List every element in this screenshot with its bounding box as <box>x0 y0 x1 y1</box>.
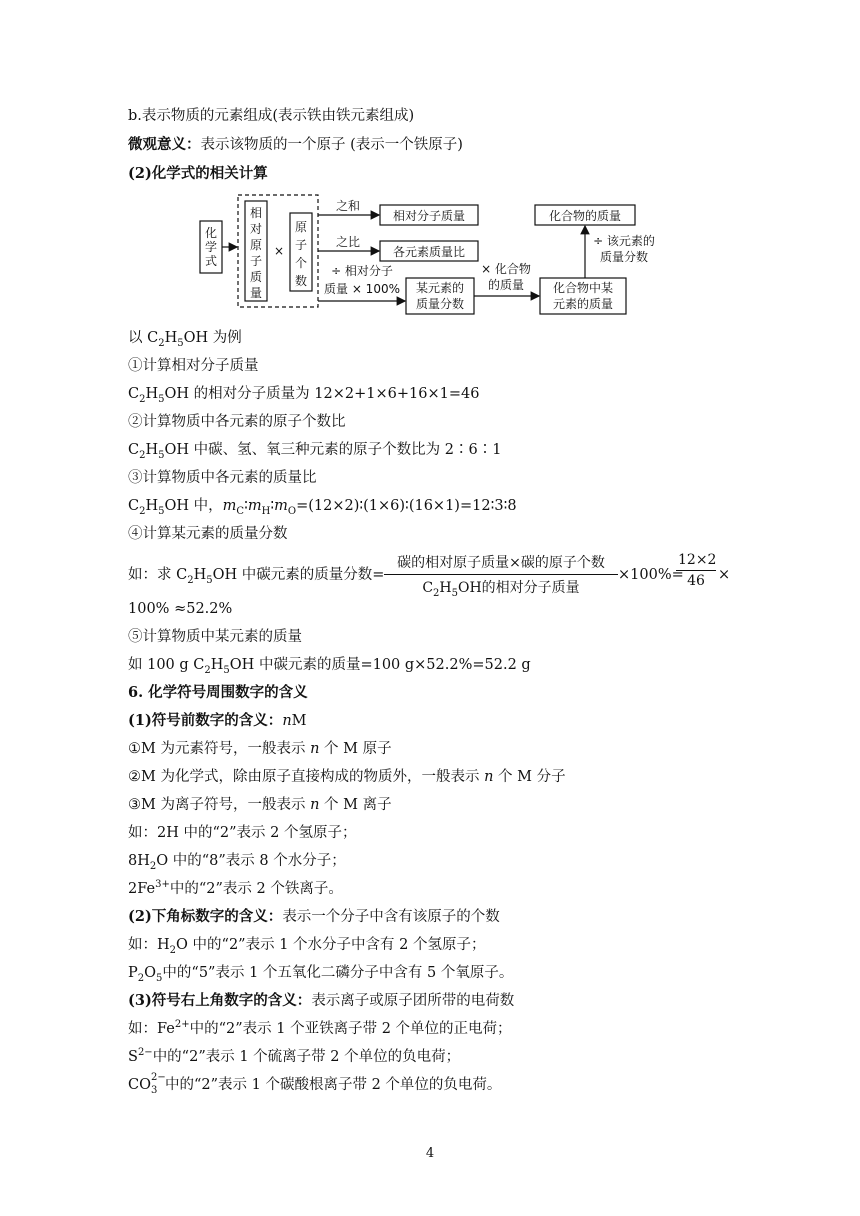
diagram-ram-5: 质 <box>249 270 263 284</box>
diagram-sum: 之和 <box>335 199 361 213</box>
example-6: 如：$Fe^{2+}$中的“2”表示 1 个亚铁离子带 2 个单位的正电荷； <box>128 1019 512 1037</box>
step-2-text: $C_2H_5OH$ 中碳、氢、氧三种元素的原子个数比为 2∶6∶1 <box>128 442 502 461</box>
fraction-bar <box>384 574 618 575</box>
diagram-div-mm-1: ÷ 相对分子 <box>331 264 393 278</box>
step-5-title: ⑤计算物质中某元素的质量 <box>128 629 302 645</box>
example-8: CO 2− 3 中的“2”表示 1 个碳酸根离子带 2 个单位的负电荷。 <box>128 1072 502 1096</box>
b-line: b.表示物质的元素组成(表示铁由铁元素组成) <box>128 108 415 124</box>
diagram-div-elem-1: ÷ 该元素的 <box>593 234 655 248</box>
numeric-numerator: 12×2 <box>678 552 717 568</box>
diagram-div-mm-2: 质量 × 100% <box>324 282 400 296</box>
step-5-text: 如 100 g $C_2H_5OH$ 中碳元素的质量=100 g×52.2%=52.2 g <box>128 657 531 676</box>
diagram-times-compound-2: 的质量 <box>487 278 525 292</box>
page-number: 4 <box>425 1146 435 1161</box>
micro-meaning: 微观意义：表示该物质的一个原子 (表示一个铁原子) <box>128 136 463 153</box>
p1-c: ③M 为离子符号，一般表示 n 个 M 离子 <box>128 797 392 813</box>
diagram-element-mass-1: 化合物中某 <box>552 281 614 295</box>
diagram-count-2: 子 <box>294 238 308 252</box>
diagram-ram-3: 原 <box>249 238 263 252</box>
p3-title: (3)符号右上角数字的含义：表示离子或原子团所带的电荷数 <box>128 992 515 1009</box>
numeric-denominator: 46 <box>687 573 705 589</box>
diagram-element-mass-ratio: 各元素质量比 <box>392 245 466 259</box>
example-7: $S^{2-}$中的“2”表示 1 个硫离子带 2 个单位的负电荷； <box>128 1047 461 1065</box>
diagram-compound-mass: 化合物的质量 <box>548 209 622 223</box>
diagram-chem-formula-3: 式 <box>204 254 218 268</box>
example-intro: 以 $C_2H_5OH$ 为例 <box>128 330 242 349</box>
step-1-text: $C_2H_5OH$ 的相对分子质量为 12×2+1×6+16×1=46 <box>128 386 480 405</box>
diagram-chem-formula-2: 学 <box>204 240 218 254</box>
section-2-title: (2)化学式的相关计算 <box>128 165 268 182</box>
p1-title: (1)符号前数字的含义：nM <box>128 712 307 729</box>
step-4-result: 100% ≈52.2% <box>128 601 233 617</box>
numeric-fraction <box>676 552 716 589</box>
times-100: ×100%= <box>618 567 684 583</box>
step-1-title: ①计算相对分子质量 <box>128 358 259 374</box>
p1-a: ①M 为元素符号，一般表示 n 个 M 原子 <box>128 741 392 757</box>
mass-fraction-fraction <box>384 552 618 597</box>
step-4-formula-prefix: 如：求 $C_2H_5OH$ 中碳元素的质量分数= <box>128 567 385 586</box>
diagram-div-elem-2: 质量分数 <box>599 250 649 264</box>
diagram-ratio: 之比 <box>335 235 361 249</box>
example-4: 如：$H_2O$ 中的“2”表示 1 个水分子中含有 2 个氢原子； <box>128 937 486 956</box>
fraction-denominator: $C_2H_5OH$的相对分子质量 <box>422 580 580 599</box>
p2-title: (2)下角标数字的含义：表示一个分子中含有该原子的个数 <box>128 908 500 925</box>
numeric-bar <box>676 570 716 571</box>
example-2: $8H_2O$ 中的“8”表示 8 个水分子； <box>128 853 346 872</box>
diagram-mass-fraction-2: 质量分数 <box>415 297 465 311</box>
diagram-chem-formula-1: 化 <box>204 226 218 240</box>
diagram-times-compound-1: × 化合物 <box>481 262 531 276</box>
diagram-rel-molecular-mass: 相对分子质量 <box>392 209 466 223</box>
step-2-title: ②计算物质中各元素的原子个数比 <box>128 414 346 430</box>
example-5: $P_2O_5$中的“5”表示 1 个五氧化二磷分子中含有 5 个氧原子。 <box>128 965 514 984</box>
diagram-times: × <box>273 244 285 258</box>
diagram-ram-2: 对 <box>249 222 263 236</box>
diagram-ram-6: 量 <box>249 286 263 300</box>
example-1: 如：2H 中的“2”表示 2 个氢原子； <box>128 825 357 841</box>
diagram-ram-1: 相 <box>249 206 263 220</box>
step-3-title: ③计算物质中各元素的质量比 <box>128 470 317 486</box>
diagram-count-3: 个 <box>294 256 308 270</box>
diagram-mass-fraction-1: 某元素的 <box>415 281 465 295</box>
fraction-numerator: 碳的相对原子质量×碳的原子个数 <box>397 555 605 571</box>
diagram-count-1: 原 <box>294 220 308 234</box>
step-4-title: ④计算某元素的质量分数 <box>128 526 288 542</box>
calculation-flow-diagram <box>196 193 666 317</box>
section-6-title: 6. 化学符号周围数字的含义 <box>128 684 308 701</box>
example-3: $2Fe^{3+}$中的“2”表示 2 个铁离子。 <box>128 879 343 897</box>
times-sign: × <box>718 567 731 583</box>
diagram-ram-4: 子 <box>249 254 263 268</box>
diagram-element-mass-2: 元素的质量 <box>552 297 614 311</box>
diagram-count-4: 数 <box>294 274 308 288</box>
p1-b: ②M 为化学式，除由原子直接构成的物质外，一般表示 n 个 M 分子 <box>128 769 566 785</box>
step-3-text: $C_2H_5OH$ 中，$m_C∶m_H∶m_O=(12\times 2)∶(1\times 6)∶(16\times 1)=12∶3∶8$ <box>128 498 517 517</box>
